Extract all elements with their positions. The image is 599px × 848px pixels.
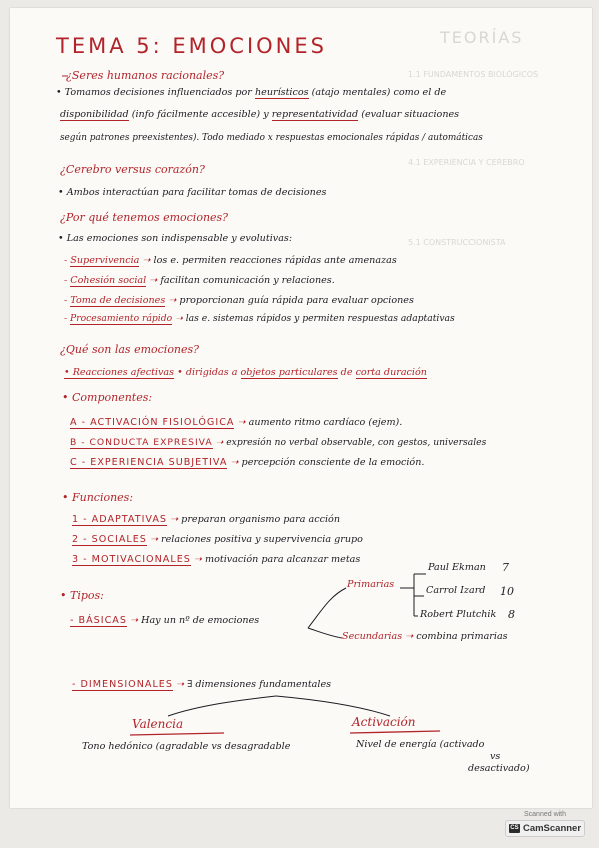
list-item: 1 - ADAPTATIVAS ➝ preparan organismo para acción <box>72 514 340 525</box>
item-key: Procesamiento rápido <box>70 313 173 324</box>
item-key: - BÁSICAS <box>70 615 127 626</box>
connector-to-secundarias <box>308 628 342 638</box>
item-text: proporcionan guía rápida para evaluar opciones <box>179 295 414 306</box>
item-text: ∃ dimensiones fundamentales <box>187 679 332 690</box>
list-item: 2 - SOCIALES ➝ relaciones positiva y supervivencia grupo <box>72 534 363 545</box>
list-item: C - EXPERIENCIA SUBJETIVA ➝ percepción consciente de la emoción. <box>70 457 425 468</box>
item-text: percepción consciente de la emoción. <box>241 457 425 468</box>
highlighted-term: representatividad <box>271 109 359 120</box>
text: de <box>340 367 353 378</box>
text: • dirigidas a <box>177 367 238 378</box>
secundarias-line: Secundarias ➝ combina primarias <box>342 631 508 642</box>
text: (info fácilmente accesible) y <box>131 109 269 120</box>
camscanner-logo-icon: CS <box>510 825 519 831</box>
item-text: relaciones positiva y supervivencia grupo <box>161 534 363 545</box>
list-item: - Procesamiento rápido ➝ las e. sistemas rápidos y permiten respuestas adaptativas <box>64 313 455 324</box>
badge-brand: CamScanner <box>522 823 582 834</box>
item-text: motivación para alcanzar metas <box>204 554 361 565</box>
bleed-through-heading: TEORÍAS <box>440 28 524 47</box>
item-text: expresión no verbal observable, con gestos, universales <box>226 437 487 448</box>
list-item: - Supervivencia ➝ los e. permiten reacciones rápidas ante amenazas <box>64 255 397 266</box>
author: Paul Ekman <box>428 562 486 573</box>
bleed-through-line: 5.1 CONSTRUCCIONISTA <box>408 238 506 247</box>
paragraph-line: • Las emociones son indispensable y evolutivas: <box>58 233 293 244</box>
list-item: - BÁSICAS ➝ Hay un nº de emociones <box>70 615 260 626</box>
item-key: - DIMENSIONALES <box>72 679 173 690</box>
highlighted-term: heurísticos <box>254 87 309 98</box>
highlighted-term: disponibilidad <box>60 109 129 120</box>
author: Robert Plutchik <box>420 609 497 620</box>
valencia-underline <box>130 733 224 735</box>
list-item: B - CONDUCTA EXPRESIVA ➝ expresión no verbal observable, con gestos, universales <box>70 437 487 448</box>
item-key: Cohesión social <box>70 275 147 286</box>
primarias-label: Primarias <box>347 579 395 590</box>
question-heading: ¿Seres humanos racionales? <box>66 69 225 82</box>
text: • Tomamos decisiones influenciados por <box>56 87 252 98</box>
item-text: los e. permiten reacciones rápidas ante amenazas <box>153 255 397 266</box>
valencia-label: Valencia <box>132 717 184 731</box>
bleed-through-line: 4.1 EXPERIENCIA Y CEREBRO <box>408 158 525 167</box>
author-count: 10 <box>500 585 514 598</box>
list-item: - Cohesión social ➝ facilitan comunicación y relaciones. <box>64 275 335 286</box>
activacion-description: vs <box>490 751 501 762</box>
text: (evaluar situaciones <box>361 109 460 120</box>
item-key: A - ACTIVACIÓN FISIOLÓGICA <box>70 417 235 428</box>
list-item: A - ACTIVACIÓN FISIOLÓGICA ➝ aumento ritmo cardíaco (ejem). <box>70 417 403 428</box>
page-title: TEMA 5: EMOCIONES <box>56 34 327 58</box>
question-heading: ¿Qué son las emociones? <box>60 343 200 356</box>
list-item: - Toma de decisiones ➝ proporcionan guía rápida para evaluar opciones <box>64 295 414 306</box>
section-heading: • Funciones: <box>62 491 134 504</box>
item-text: facilitan comunicación y relaciones. <box>160 275 335 286</box>
item-text: las e. sistemas rápidos y permiten respuestas adaptativas <box>185 313 455 324</box>
item-key: 1 - ADAPTATIVAS <box>72 514 168 525</box>
connector-to-primarias <box>308 588 346 628</box>
secundarias-text: combina primarias <box>416 631 508 642</box>
bleed-through-line: 1.1 FUNDAMENTOS BIOLÓGICOS <box>408 70 539 79</box>
section-heading: • Tipos: <box>60 589 104 602</box>
question-heading: ¿Cerebro versus corazón? <box>60 163 205 176</box>
question-heading: ¿Por qué tenemos emociones? <box>60 211 229 224</box>
valencia-description: Tono hedónico (agradable vs desagradable <box>82 741 291 752</box>
author-count: 8 <box>508 608 515 621</box>
text: objetos particulares <box>240 367 338 378</box>
list-item: - DIMENSIONALES ➝ ∃ dimensiones fundamentales <box>72 679 332 690</box>
bracket-ticks <box>414 574 426 616</box>
item-key: Toma de decisiones <box>70 295 166 306</box>
list-item: 3 - MOTIVACIONALES ➝ motivación para alcanzar metas <box>72 554 361 565</box>
item-key: 2 - SOCIALES <box>72 534 147 545</box>
secundarias-label: Secundarias <box>342 631 403 642</box>
text: corta duración <box>355 367 427 378</box>
activacion-description: desactivado) <box>468 763 530 774</box>
camscanner-badge <box>505 811 585 837</box>
connector-to-activacion <box>276 696 390 716</box>
item-text: aumento ritmo cardíaco (ejem). <box>248 417 403 428</box>
author-count: 7 <box>502 561 509 574</box>
item-text: Hay un nº de emociones <box>141 615 260 626</box>
text: (atajo mentales) como el de <box>311 87 447 98</box>
item-key: 3 - MOTIVACIONALES <box>72 554 191 565</box>
paragraph-line: según patrones preexistentes). Todo mediado x respuestas emocionales rápidas / automáticas <box>60 133 483 143</box>
badge-box <box>505 820 585 837</box>
item-key: C - EXPERIENCIA SUBJETIVA <box>70 457 228 468</box>
item-key: B - CONDUCTA EXPRESIVA <box>70 437 213 448</box>
text: • Reacciones afectivas <box>64 367 175 378</box>
activacion-description: Nivel de energía (activado <box>356 739 485 750</box>
author: Carrol Izard <box>426 585 486 596</box>
activacion-underline <box>350 731 440 733</box>
paragraph-line: • Ambos interactúan para facilitar tomas de decisiones <box>58 187 327 198</box>
connector-to-valencia <box>168 696 276 716</box>
activacion-label: Activación <box>352 715 416 729</box>
item-key: Supervivencia <box>70 255 140 266</box>
badge-caption: Scanned with <box>523 811 567 818</box>
section-heading: • Componentes: <box>62 391 153 404</box>
item-text: preparan organismo para acción <box>181 514 340 525</box>
